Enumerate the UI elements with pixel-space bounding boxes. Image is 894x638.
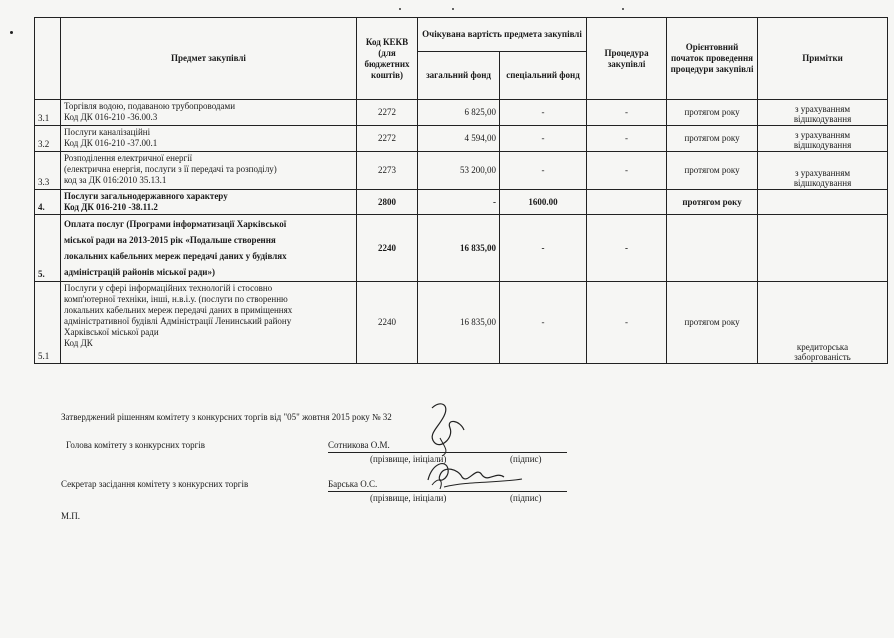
subject-line: локальних кабельних мереж передачі даних у будівлях: [64, 251, 287, 261]
note-line: відшкодування: [793, 114, 852, 124]
scan-mark: [622, 8, 624, 10]
note-line: відшкодування: [793, 140, 852, 150]
subject-line: Код ДК 016-210 -38.11.2: [64, 202, 158, 212]
header-subject: Предмет закупівлі: [61, 18, 357, 100]
subject-line: Торгівля водою, подаваною трубопроводами: [64, 101, 236, 111]
row-note: [758, 190, 888, 215]
header-procedure: Процедура закупівлі: [587, 18, 667, 100]
scan-mark: [452, 8, 454, 10]
header-special-fund: спеціальний фонд: [500, 52, 587, 100]
row-subject: [61, 100, 357, 126]
subject-line: Код ДК 016-210 -36.00.3: [64, 112, 158, 122]
chair-signature: [420, 398, 480, 458]
row-number: 3.1: [35, 100, 61, 126]
secretary-role: Секретар засідання комітету з конкурсних торгів: [61, 479, 249, 489]
subject-line: код за ДК 016:2010 35.13.1: [64, 175, 167, 185]
row-general-fund: -: [418, 190, 500, 215]
row-special-fund: -: [500, 126, 587, 152]
subject-line: комп'ютерної техніки, інші, н.в.і.у. (послуги по створенню: [64, 294, 288, 304]
row-general-fund: 53 200,00: [418, 152, 500, 190]
row-number: 5.: [35, 215, 61, 282]
row-note: [758, 152, 888, 190]
subject-line: Оплата послуг (Програми інформатизації Харківської: [64, 219, 287, 229]
header-notes: Примітки: [758, 18, 888, 100]
procurement-table: [34, 17, 888, 364]
stamp-label: М.П.: [61, 511, 81, 521]
row-special-fund: -: [500, 282, 587, 364]
row-special-fund: -: [500, 215, 587, 282]
note-line: заборгованість: [794, 352, 851, 362]
row-procedure: -: [587, 215, 667, 282]
subject-line: Послуги загальнодержавного характеру: [64, 191, 228, 201]
row-subject: [61, 152, 357, 190]
row-start: протягом року: [667, 152, 758, 190]
row-special-fund: -: [500, 152, 587, 190]
header-expected-cost: Очікувана вартість предмета закупівлі: [418, 18, 587, 52]
note-line: з урахуванням: [794, 104, 851, 114]
row-start: протягом року: [667, 282, 758, 364]
approval-text: Затверджений рішенням комітету з конкурсних торгів від "05" жовтня 2015 року № 32: [61, 412, 392, 422]
table-row: [35, 100, 888, 126]
secretary-name: Барська О.С.: [328, 479, 378, 489]
row-procedure: -: [587, 126, 667, 152]
note-line: кредиторська: [796, 342, 849, 352]
table-row: [35, 282, 888, 364]
secretary-signature: [418, 455, 528, 495]
header-number: [35, 18, 61, 100]
row-number: 3.2: [35, 126, 61, 152]
subject-line: адміністративної будівлі Адміністрації Ленинський району: [64, 316, 292, 326]
subject-line: локальних кабельних мереж передачі даних в приміщеннях: [64, 305, 293, 315]
row-note: [758, 215, 888, 282]
row-procedure: -: [587, 282, 667, 364]
subject-line: Код ДК: [64, 338, 93, 348]
note-line: з урахуванням: [794, 168, 851, 178]
row-kekv: 2240: [357, 215, 418, 282]
scan-mark: [399, 8, 401, 10]
chair-role: Голова комітету з конкурсних торгів: [66, 440, 206, 450]
row-start: протягом року: [667, 126, 758, 152]
row-number: 5.1: [35, 282, 61, 364]
row-general-fund: 16 835,00: [418, 215, 500, 282]
table-row: [35, 152, 888, 190]
row-number: 3.3: [35, 152, 61, 190]
row-general-fund: 4 594,00: [418, 126, 500, 152]
chair-sign-hint: (підпис): [510, 454, 542, 464]
header-start: Орієнтовний початок проведення процедури закупівлі: [667, 18, 758, 100]
header-general-fund: загальний фонд: [418, 52, 500, 100]
row-subject: [61, 282, 357, 364]
row-start: протягом року: [667, 190, 758, 215]
table-row: [35, 190, 888, 215]
row-special-fund: 1600.00: [500, 190, 587, 215]
table-row: [35, 126, 888, 152]
row-number: 4.: [35, 190, 61, 215]
row-start: [667, 215, 758, 282]
chair-name-hint: (прізвище, ініціали): [370, 454, 447, 464]
row-procedure: [587, 190, 667, 215]
row-procedure: -: [587, 100, 667, 126]
chair-name: Сотникова О.М.: [328, 440, 390, 450]
row-subject: [61, 215, 357, 282]
subject-line: (електрична енергія, послуги з її передачі та розподілу): [64, 164, 277, 174]
row-kekv: 2272: [357, 126, 418, 152]
secretary-name-hint: (прізвище, ініціали): [370, 493, 447, 503]
row-note: [758, 100, 888, 126]
header-kekv: Код КЕКВ (для бюджетних коштів): [357, 18, 418, 100]
row-note: [758, 126, 888, 152]
row-procedure: -: [587, 152, 667, 190]
row-kekv: 2272: [357, 100, 418, 126]
row-special-fund: -: [500, 100, 587, 126]
subject-line: Послуги у сфері інформаційних технологій і стосовно: [64, 283, 273, 293]
row-note: [758, 282, 888, 364]
row-kekv: 2800: [357, 190, 418, 215]
subject-line: міської ради на 2013-2015 рік «Подальше створення: [64, 235, 276, 245]
row-subject: [61, 190, 357, 215]
row-kekv: 2240: [357, 282, 418, 364]
subject-line: адміністрацій районів міської ради»): [64, 267, 215, 277]
row-general-fund: 16 835,00: [418, 282, 500, 364]
row-subject: [61, 126, 357, 152]
subject-line: Послуги каналізаційні: [64, 127, 151, 137]
row-kekv: 2273: [357, 152, 418, 190]
scan-dot: [10, 31, 13, 34]
note-line: з урахуванням: [794, 130, 851, 140]
subject-line: Код ДК 016-210 -37.00.1: [64, 138, 158, 148]
secretary-sign-hint: (підпис): [510, 493, 542, 503]
note-line: відшкодування: [793, 178, 852, 188]
subject-line: Харківської міської ради: [64, 327, 159, 337]
subject-line: Розподілення електричної енергії: [64, 153, 193, 163]
row-start: протягом року: [667, 100, 758, 126]
row-general-fund: 6 825,00: [418, 100, 500, 126]
table-row: [35, 215, 888, 282]
